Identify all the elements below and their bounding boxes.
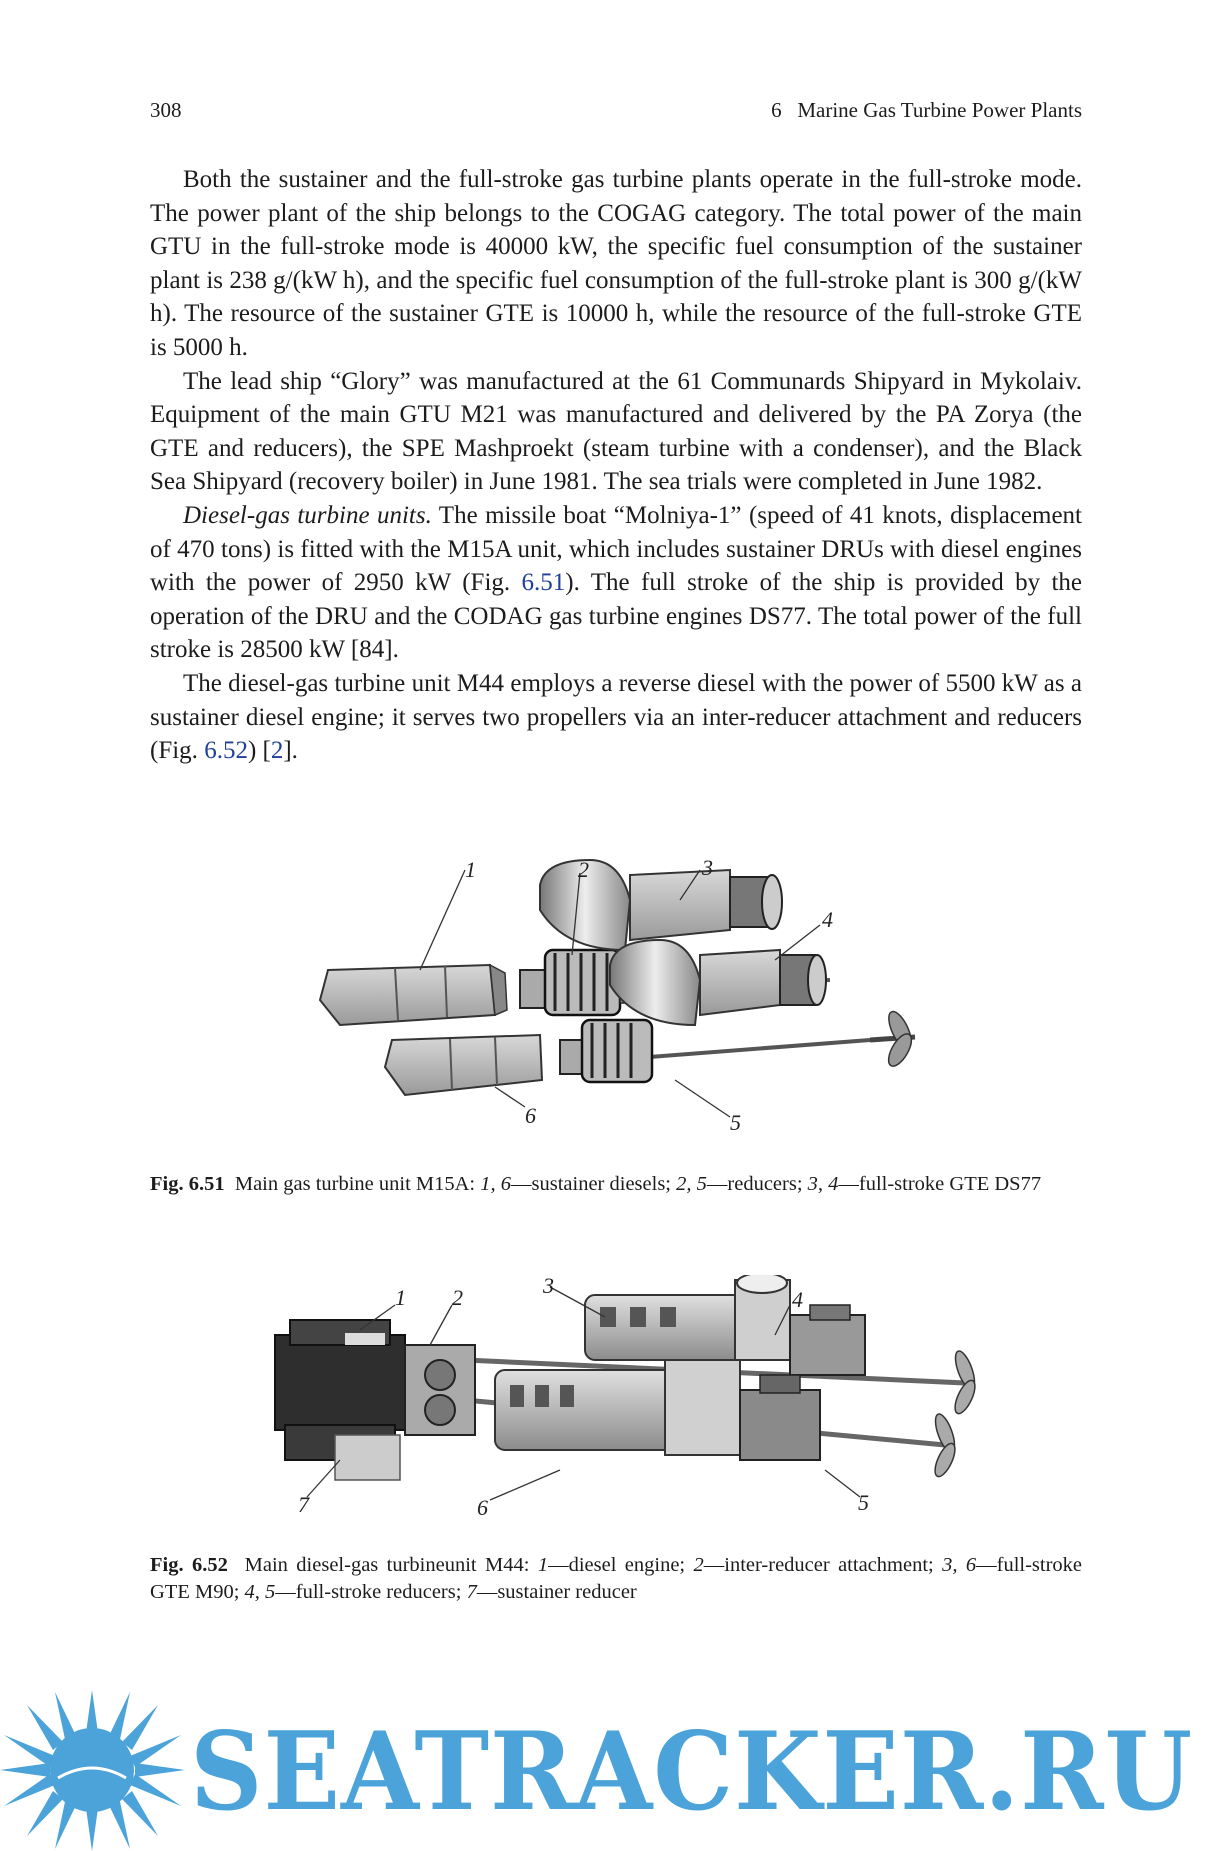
- paragraph-4-text-mid: ) [: [247, 737, 271, 765]
- reducer-5: [560, 1020, 652, 1082]
- fig1-caption-number: Fig. 6.51: [150, 1173, 225, 1195]
- fig1-caption-part-5: 3, 4: [807, 1173, 839, 1195]
- fig2-caption-part-8: —full-stroke reducers;: [275, 1581, 467, 1603]
- sun-logo-icon: [0, 1690, 185, 1851]
- fig1-label-6: 6: [525, 1103, 536, 1128]
- full-stroke-gte-4: [610, 940, 826, 1025]
- paragraph-3-text-b: ). The full stroke of the ship is provided by the operation of the DRU and the CODAG gas turbine engines DS77. The total power of the full stroke is 28500 kW [84].: [150, 569, 1082, 664]
- fig2-caption-part-9: 7: [466, 1581, 477, 1603]
- fig1-label-2: 2: [578, 857, 589, 882]
- propeller-icon: [931, 1349, 979, 1479]
- fig2-caption-part-5: 3, 6: [942, 1554, 977, 1576]
- fig2-label-4: 4: [792, 1287, 803, 1312]
- fig1-label-4: 4: [822, 907, 833, 932]
- paragraph-2: The lead ship “Glory” was manufactured at the 61 Communards Shipyard in Mykolaiv. Equipment of the main GTU M21 was manufactured and delivered by the PA Zorya (the GTE and reducers), the SPE Mashproekt (steam turbine with a condenser), and the Black Sea Shipyard (recovery boiler) in June 1981. The sea trials were completed in June 1982.: [150, 367, 1082, 496]
- full-stroke-reducer-5: [740, 1375, 820, 1460]
- reference-2-link[interactable]: 2: [270, 737, 284, 765]
- fig2-caption-part-2: —diesel engine;: [548, 1554, 694, 1576]
- paragraph-3-text-a: The missile boat “Molniya-1” (speed of 41 knots, displacement of 470 tons) is fitted with the M15A unit, which includes sustainer DRUs with diesel engines with the power of 2950 kW (Fig.: [150, 501, 1082, 597]
- fig1-caption-part-6: —full-stroke GTE DS77: [838, 1173, 1042, 1195]
- paragraph-4: [150, 667, 1082, 768]
- fig1-label-1: 1: [465, 857, 476, 882]
- fig2-label-6: 6: [477, 1495, 488, 1520]
- fig2-label-7: 7: [298, 1492, 309, 1517]
- sustainer-diesel-1: [320, 965, 507, 1025]
- paragraph-3-lead: Diesel-gas turbine units.: [183, 501, 432, 529]
- figure-6-52-caption: [150, 1552, 1082, 1606]
- full-stroke-gte-6: [495, 1360, 740, 1455]
- fig2-label-5: 5: [858, 1490, 869, 1515]
- body-text: [150, 163, 1082, 768]
- running-head: 6 Marine Gas Turbine Power Plants: [771, 98, 1082, 122]
- fig2-caption-part-4: —inter-reducer attachment;: [703, 1554, 943, 1576]
- fig-6-52-link[interactable]: 6.52: [204, 737, 248, 765]
- fig1-caption-part-4: —reducers;: [706, 1173, 808, 1195]
- fig2-caption-number: Fig. 6.52: [150, 1554, 228, 1576]
- figure-6-52-illustration: [265, 1275, 985, 1520]
- full-stroke-reducer-4: [790, 1305, 865, 1375]
- fig2-caption-part-3: 2: [693, 1554, 704, 1576]
- paragraph-3: [150, 499, 1082, 667]
- fig2-label-2: 2: [452, 1285, 463, 1310]
- figure-6-51-illustration: [310, 855, 930, 1140]
- page-number: 308: [150, 98, 182, 122]
- figure-6-51-caption: [150, 1171, 1082, 1198]
- sustainer-reducer-7: [335, 1435, 400, 1480]
- fig2-caption-part-7: 4, 5: [244, 1581, 276, 1603]
- fig-6-51-link[interactable]: 6.51: [521, 569, 566, 597]
- fig2-caption-part-10: —sustainer reducer: [476, 1581, 637, 1603]
- sustainer-diesel-6: [385, 1035, 542, 1095]
- fig1-caption-part-1: 1, 6: [480, 1173, 512, 1195]
- paragraph-4-text-end: ].: [283, 737, 298, 765]
- fig1-caption-part-2: —sustainer diesels;: [511, 1173, 677, 1195]
- fig1-label-3: 3: [702, 855, 713, 880]
- fig2-caption-part-6: —full-stroke GTE M90;: [150, 1554, 1083, 1603]
- fig2-label-1: 1: [395, 1285, 406, 1310]
- paragraph-1: Both the sustainer and the full-stroke gas turbine plants operate in the full-stroke mode. The power plant of the ship belongs to the COGAG category. The total power of the main GTU in the full-stroke mode is 40000 kW, the specific fuel consumption of the sustainer plant is 238 g/(kW h), and the specific fuel consumption of the full-stroke plant is 300 g/(kW h). The resource of the sustainer GTE is 10000 h, while the resource of the full-stroke GTE is 5000 h.: [150, 166, 1082, 361]
- watermark-text: SEATRACKER.RU: [190, 1709, 1194, 1835]
- paragraph-4-text-a: The diesel-gas turbine unit M44 employs a reverse diesel with the power of 5500 kW as a sustainer diesel engine; it serves two propellers via an inter-reducer attachment and reducers (Fig.: [150, 669, 1082, 765]
- page-header: [150, 98, 1082, 128]
- fig2-label-3: 3: [543, 1275, 554, 1298]
- fig1-caption-part-3: 2, 5: [676, 1173, 707, 1195]
- full-stroke-gte-3: [585, 1275, 790, 1360]
- fig1-caption-text: Main gas turbine unit M15A:: [234, 1173, 481, 1195]
- fig1-label-5: 5: [730, 1110, 741, 1135]
- fig2-caption-part-1: 1: [537, 1554, 549, 1576]
- inter-reducer-attachment-2: [405, 1345, 475, 1435]
- fig2-caption-text: Main diesel-gas turbineunit M44:: [244, 1554, 538, 1576]
